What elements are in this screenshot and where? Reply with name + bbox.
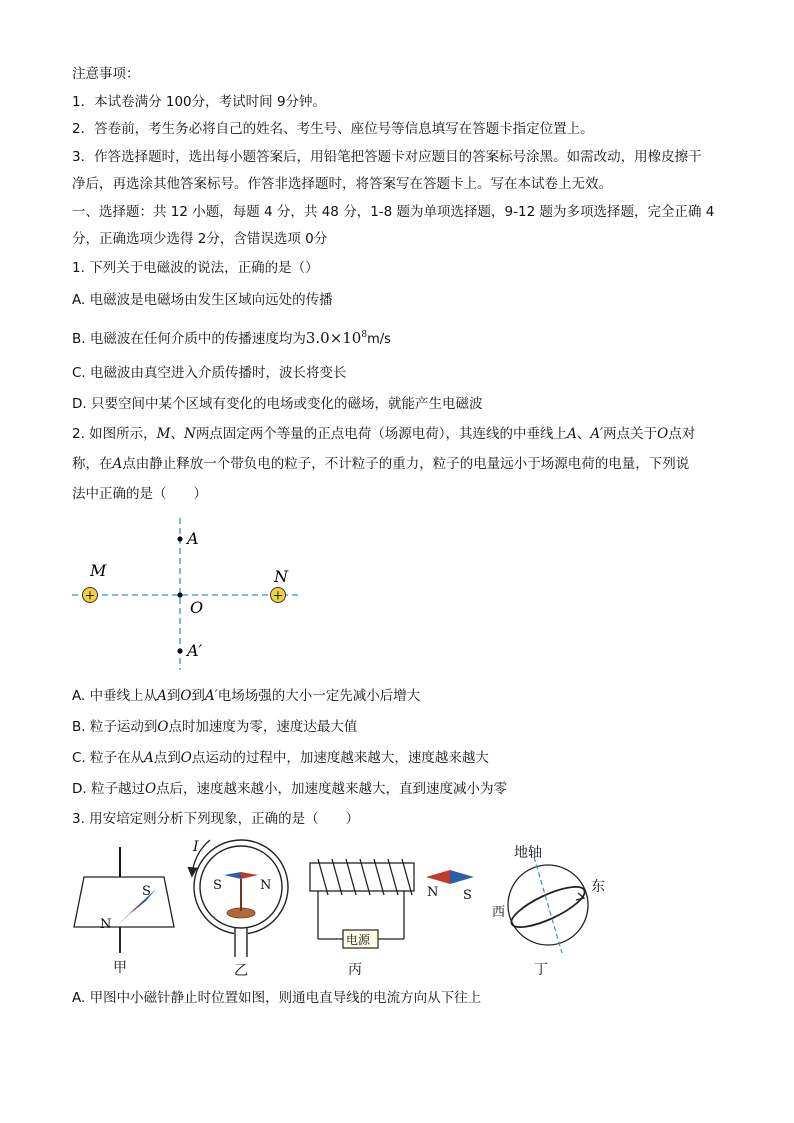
q2-option-c: C. 粒子在从A点到O点运动的过程中，加速度越来越大，速度越来越大 [72,750,489,766]
q3-stem: 3. 用安培定则分析下列现象，正确的是（ ） [72,811,360,827]
west-label: 西 [492,905,506,920]
charge-m-sign: + [84,588,96,604]
yi-label: 乙 [234,963,248,979]
q2-charges-figure [60,510,320,680]
notice-title: 注意事项： [72,66,140,82]
bing-n-label: N [427,885,439,900]
figure-jia [74,847,174,976]
bing-s-label: S [463,888,472,903]
point-a-prime [177,648,182,653]
notice-item-3-line2: 净后，再选涂其他答案标号。作答非选择题时，将答案写在答题卡上。写在本试卷上无效。 [72,176,612,192]
east-label: 东 [591,879,605,895]
bing-label: 丙 [348,962,362,978]
q2-stem-line2: 称，在A点由静止释放一个带负电的粒子，不计粒子的重力，粒子的电量远小于场源电荷的电量，下列说 [72,456,690,472]
q2-option-b: B. 粒子运动到O点时加速度为零，速度达最大值 [72,719,358,735]
q3-ampere-figure [60,835,620,985]
earth-axis-label: 地轴 [514,845,542,861]
label-n: N [274,567,288,586]
q2-stem-line1: 2. 如图所示，M、N两点固定两个等量的正点电荷（场源电荷），其连线的中垂线上A、A′两点关于O点对 [72,426,696,442]
point-o [177,592,182,597]
power-supply-label: 电源 [346,933,371,947]
yi-needle-blue [224,872,241,879]
section-heading-line1: 一、选择题：共 12 小题，每题 4 分，共 48 分，1-8 题为单项选择题，9-12 题为多项选择题，完全正确 4 [72,204,715,220]
yi-needle-red [241,872,258,879]
notice-item-3-line1: 3．作答选择题时，选出每小题答案后，用铅笔把答题卡对应题目的答案标号涂黑。如需改动，用橡皮擦干 [72,149,702,165]
label-a: A [187,529,199,548]
q1-stem: 1. 下列关于电磁波的说法，正确的是（） [72,260,319,276]
notice-item-2: 2．答卷前，考生务必将自己的姓名、考生号、座位号等信息填写在答题卡指定位置上。 [72,121,594,137]
q1-option-d: D. 只要空间中某个区域有变化的电场或变化的磁场，就能产生电磁波 [72,396,483,412]
label-a-prime: A′ [187,641,203,660]
jia-s-label: S [142,884,151,899]
q3-option-a: A. 甲图中小磁针静止时位置如图，则通电直导线的电流方向从下往上 [72,990,482,1006]
figure-yi [192,839,288,979]
q1-option-b [72,325,391,350]
figure-ding [492,844,605,978]
q1-option-c: C. 电磁波由真空进入介质传播时，波长将变长 [72,365,347,381]
q1-option-b-text: B. 电磁波在任何介质中的传播速度均为 [72,331,306,347]
bing-needle-red [426,870,450,884]
current-label: I [193,839,199,855]
q1-option-a: A. 电磁波是电磁场由发生区域向远处的传播 [72,292,333,308]
q2-stem-line3: 法中正确的是（ ） [72,486,207,502]
label-m: M [90,561,107,580]
charge-n-sign: + [272,588,284,604]
yi-s-label: S [213,878,222,893]
notice-item-1: 1．本试卷满分 100分，考试时间 9分钟。 [72,94,327,110]
point-a [177,536,182,541]
q1-option-b-value: $3.0\times 10^8m/s$ [305,329,391,347]
section-heading-line2: 分，正确选项少选得 2分，含错误选项 0分 [72,231,328,247]
figure-bing [310,859,474,978]
q2-option-a: A. 中垂线上从A到O到A′电场场强的大小一定先减小后增大 [72,688,421,704]
q2-option-d: D. 粒子越过O点后，速度越来越小，加速度越来越大，直到速度减小为零 [72,781,508,797]
yi-n-label: N [260,878,272,893]
jia-label: 甲 [113,960,127,976]
jia-n-label: N [100,917,112,932]
ding-label: 丁 [534,962,548,978]
paper-plane [74,877,174,927]
label-o: O [190,598,204,617]
bing-needle-blue [450,870,474,884]
